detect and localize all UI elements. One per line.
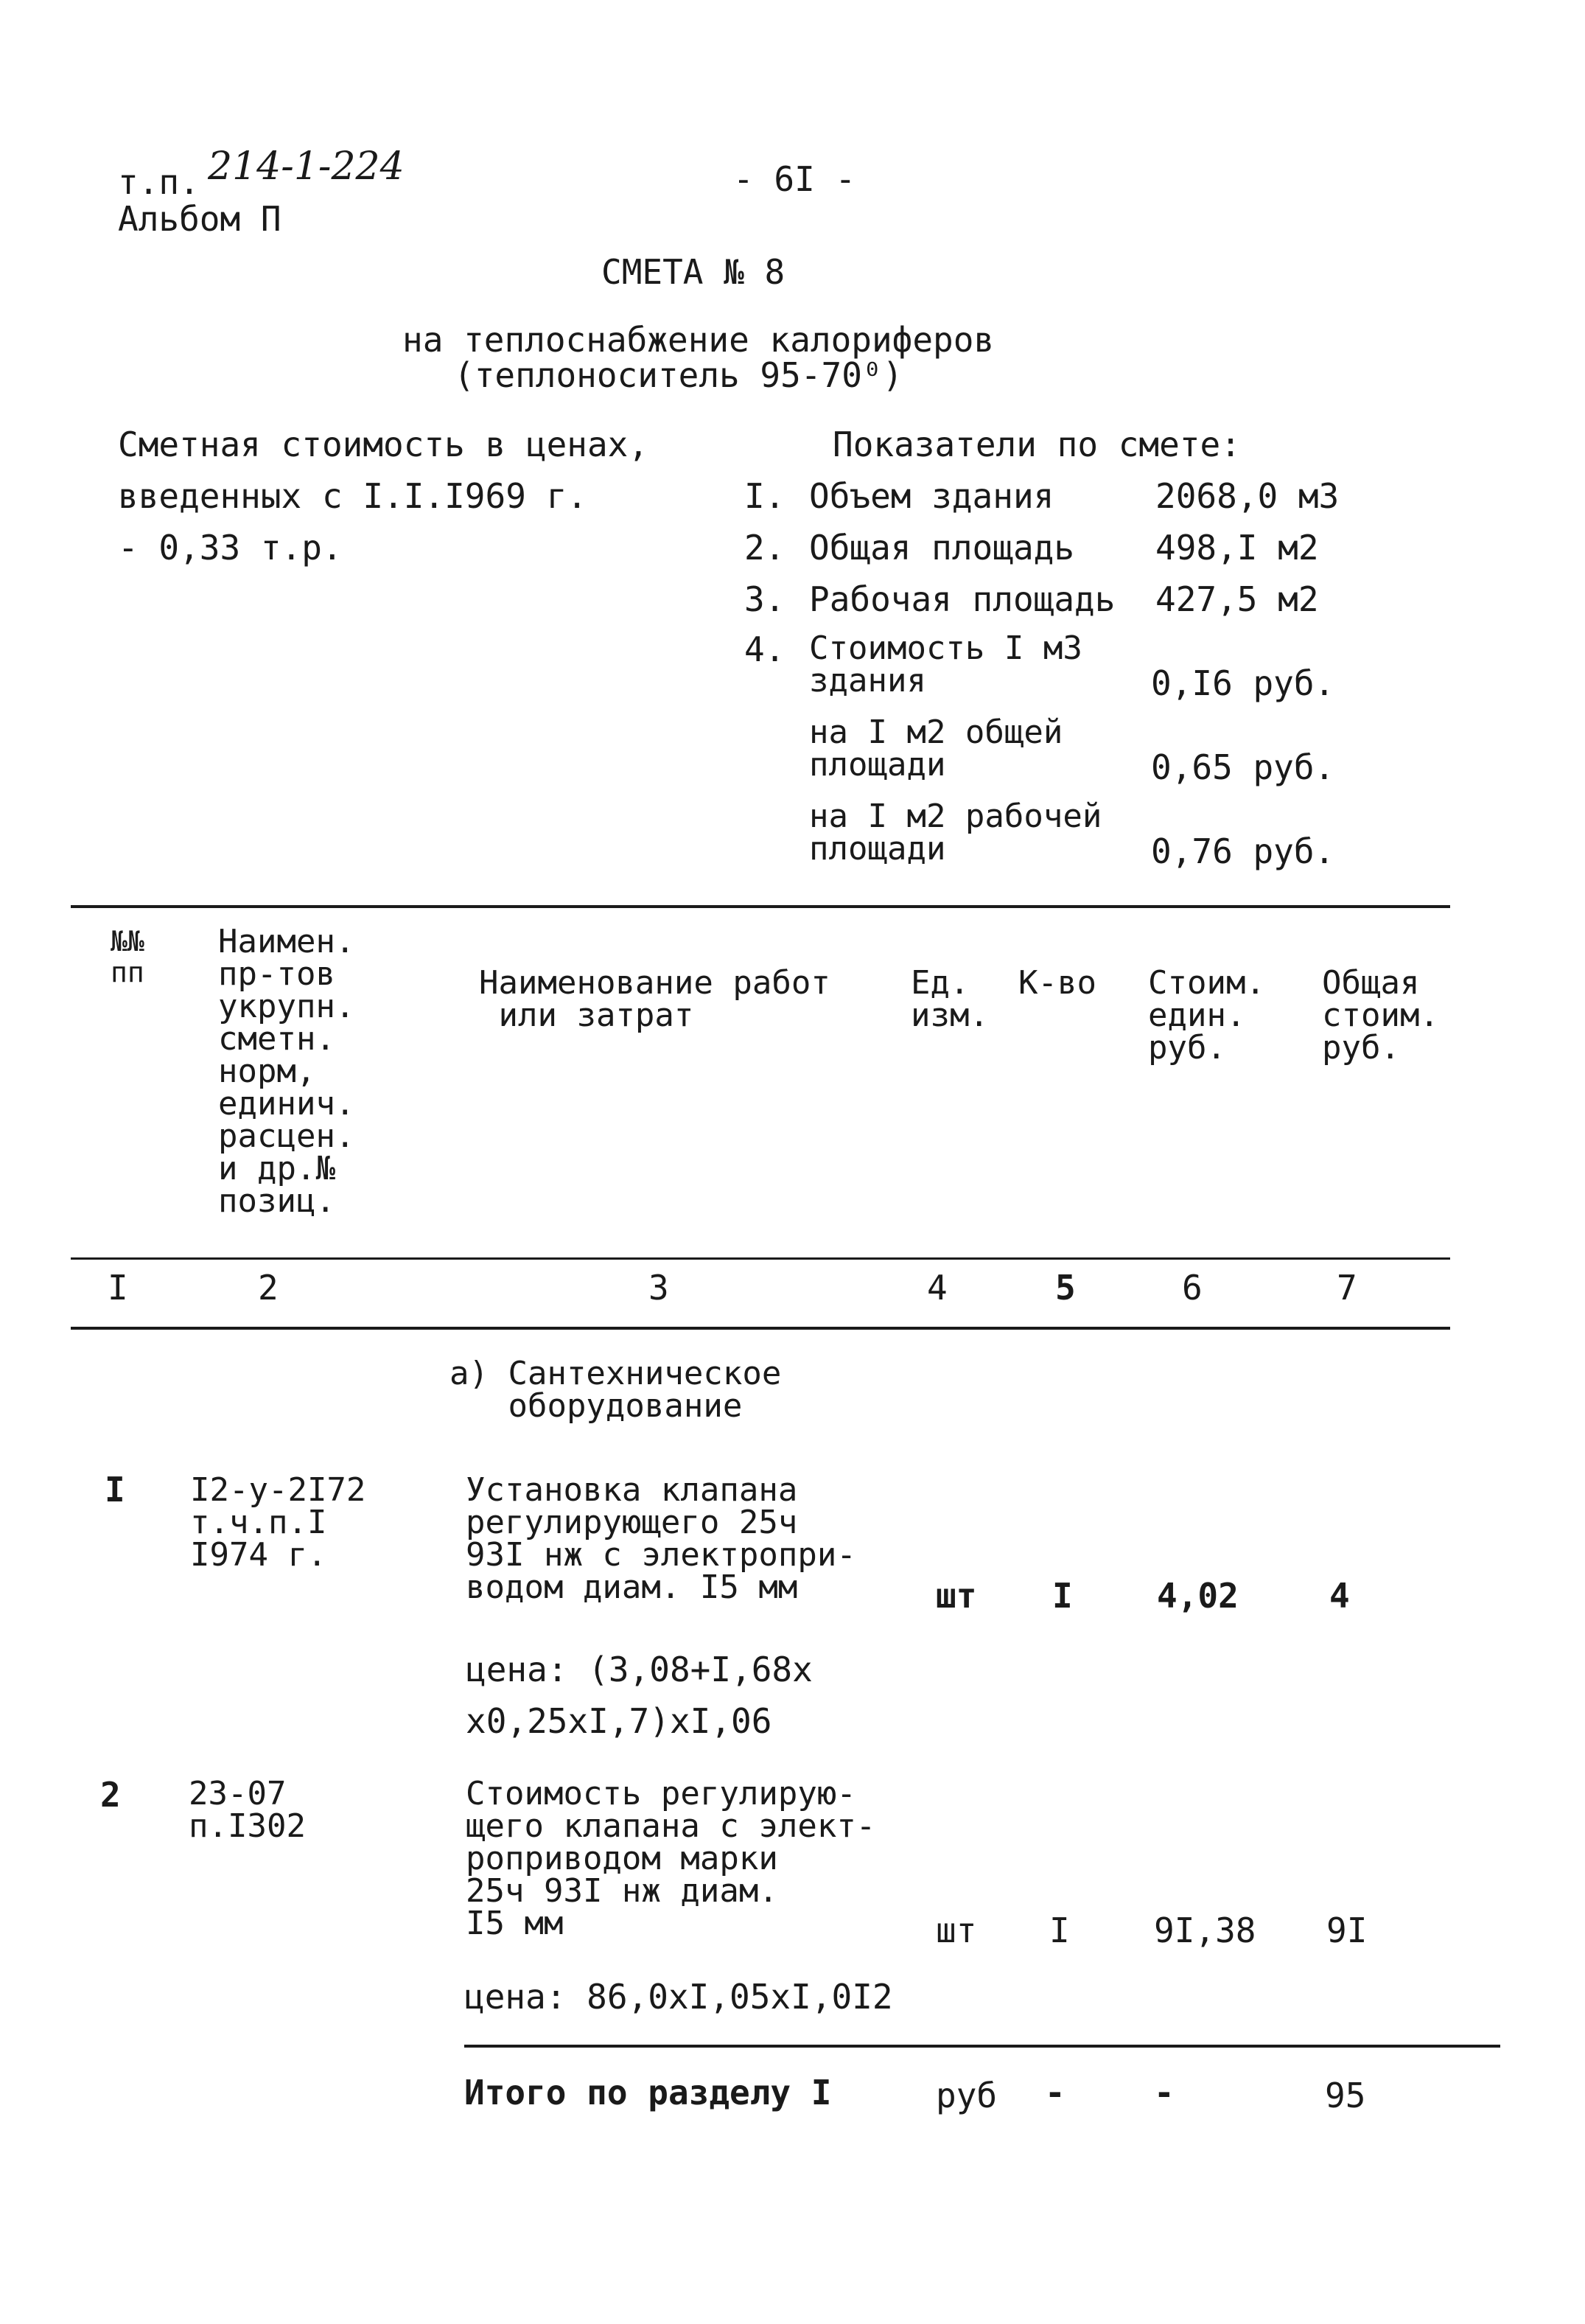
row-price-formula: цена: (3,08+I,68х х0,25хI,7)хI,06 [466, 1650, 813, 1741]
column-numbers-bottom-rule [71, 1327, 1450, 1330]
row-description: Установка клапана регулирующего 25ч 93I нж с электропри- водом диам. I5 мм [466, 1471, 856, 1606]
table-top-rule [71, 905, 1450, 908]
column-number: 7 [1337, 1268, 1357, 1308]
cost-summary-line2: введенных с I.I.I969 г. [118, 476, 587, 516]
cost-summary-line3: - 0,33 т.р. [118, 528, 343, 568]
indicator-label-cont: площади [809, 830, 946, 868]
header-col-unit-cost: Стоим. един. руб. [1148, 964, 1265, 1067]
row-unit-cost: 4,02 [1157, 1576, 1239, 1616]
row-qty: I [1052, 1576, 1073, 1616]
tp-number-handwritten: 214-1-224 [208, 144, 405, 189]
indicator-num: 3. [744, 579, 785, 619]
indicator-label: Стоимость I м3 [809, 629, 1082, 667]
column-number: 4 [927, 1268, 948, 1308]
section-title: а) Сантехническое оборудование [449, 1355, 782, 1425]
estimate-title: СМЕТА № 8 [601, 252, 785, 292]
indicator-label: Объем здания [809, 476, 1054, 516]
indicator-value: 2068,0 м3 [1155, 476, 1340, 516]
indicator-value: 0,76 руб. [1151, 831, 1335, 871]
row-unit-cost: 9I,38 [1154, 1911, 1256, 1950]
cost-summary-line1: Сметная стоимость в ценах, [118, 425, 649, 464]
subtotal-label: Итого по разделу I [464, 2073, 832, 2112]
subtotal-unit: руб [936, 2076, 998, 2115]
row-total: 9I [1326, 1911, 1368, 1950]
row-total: 4 [1329, 1576, 1350, 1616]
column-number: I [108, 1268, 128, 1308]
header-col-description: Наименование работ или затрат [479, 964, 830, 1034]
indicator-num: 2. [744, 528, 785, 568]
indicator-label: Общая площадь [809, 528, 1075, 568]
estimate-subject-line1: на теплоснабжение калориферов [402, 320, 995, 360]
row-qty: I [1049, 1911, 1070, 1950]
row-unit: шт [936, 1911, 977, 1950]
row-number: 2 [100, 1775, 121, 1815]
row-code: I2-у-2I72 т.ч.п.I I974 г. [190, 1471, 366, 1574]
indicator-label: Рабочая площадь [809, 579, 1116, 619]
indicator-label-cont: здания [809, 662, 926, 699]
row-unit: шт [936, 1576, 977, 1616]
indicators-heading: Показатели по смете: [833, 425, 1241, 464]
indicator-value: 0,I6 руб. [1151, 663, 1335, 703]
indicator-value: 498,I м2 [1155, 528, 1319, 568]
subtotal-qty: - [1045, 2073, 1066, 2112]
row-number: I [105, 1470, 125, 1510]
subtotal-rule [464, 2045, 1500, 2048]
column-number: 2 [258, 1268, 279, 1308]
indicator-label: на I м2 рабочей [809, 798, 1102, 835]
column-number: 6 [1182, 1268, 1203, 1308]
row-price-formula: цена: 86,0хI,05хI,0I2 [464, 1977, 893, 2017]
subtotal-total: 95 [1325, 2076, 1366, 2115]
column-number: 5 [1055, 1268, 1076, 1308]
header-col-unit: Ед. изм. [911, 964, 989, 1034]
header-col-qty: К-во [1018, 964, 1096, 1002]
album-label: Альбом П [118, 199, 281, 239]
indicator-num: 4. [744, 629, 785, 669]
indicator-value: 427,5 м2 [1155, 579, 1319, 619]
estimate-subject-line2: (теплоноситель 95-70⁰) [454, 355, 903, 395]
header-col-num: №№ пп [111, 925, 144, 988]
tp-prefix: т.п. [118, 162, 200, 202]
indicator-num: I. [744, 476, 785, 516]
subtotal-unit-cost: - [1154, 2073, 1175, 2112]
indicator-label-cont: площади [809, 746, 946, 784]
header-col-total: Общая стоим. руб. [1322, 964, 1439, 1067]
row-code: 23-07 п.I302 [189, 1775, 306, 1845]
indicator-value: 0,65 руб. [1151, 747, 1335, 787]
indicator-label: на I м2 общей [809, 713, 1063, 751]
header-separator-rule [71, 1257, 1450, 1260]
column-number: 3 [648, 1268, 669, 1308]
page-number: - 6I - [733, 159, 856, 199]
header-col-code: Наимен. пр-тов укрупн. сметн. норм, единич. расцен. и др.№ позиц. [218, 923, 355, 1220]
row-description: Стоимость регулирую- щего клапана с элект- роприводом марки 25ч 93I нж диам. I5 мм [466, 1775, 876, 1942]
